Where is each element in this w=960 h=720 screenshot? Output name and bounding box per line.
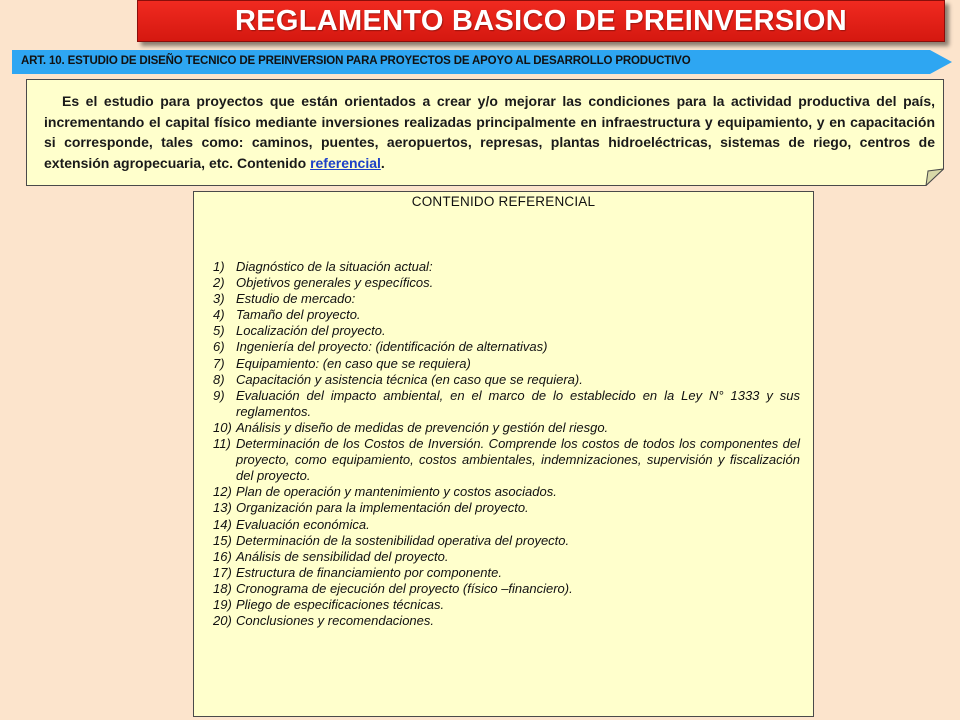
list-item-number: 1) (213, 259, 225, 274)
list-item-text: Análisis y diseño de medidas de prevención y gestión del riesgo. (236, 419, 609, 435)
list-item-text: Determinación de los Costos de Inversión. Comprende los costos de todos los componentes del proyecto, como equipamiento, costos ambientales, indemnizaciones, supervisión y fiscalización del proyecto. (236, 436, 800, 484)
list-item-text: Organización para la implementación del proyecto. (236, 500, 529, 516)
content-list-item (213, 259, 800, 275)
content-list-item (213, 339, 800, 355)
list-item-number: 20) (213, 613, 232, 629)
content-list-item (213, 565, 800, 581)
list-item-text: Evaluación económica. (236, 516, 370, 532)
content-list-item (213, 323, 800, 339)
list-item-text: Análisis de sensibilidad del proyecto. (236, 548, 449, 564)
list-item-number: 14) (213, 516, 232, 532)
list-item-number: 16) (213, 548, 232, 564)
list-item-number: 19) (213, 596, 232, 612)
list-item-text: Estudio de mercado: (236, 291, 356, 307)
list-item-number: 8) (213, 371, 225, 387)
article-heading: ART. 10. ESTUDIO DE DISEÑO TECNICO DE PREINVERSION PARA PROYECTOS DE APOYO AL DESARROLLO PRODUCTIVO (21, 55, 691, 67)
content-list-item (213, 307, 800, 323)
content-list-item (213, 356, 800, 372)
content-list-item (213, 549, 800, 565)
content-list-item (213, 372, 800, 388)
content-list-item (213, 533, 800, 549)
intro-body: Es el estudio para proyectos que están orientados a crear y/o mejorar las condiciones para la actividad productiva del país, incrementando el capital físico mediante inversiones realizadas principalmente en infraestructura y equipamiento, y en capacitación si corresponde, tales como: caminos, puentes, aeropuertos, represas, plantas hidroeléctricas, sistemas de riego, centros de extensión agropecuaria, etc. Contenido (44, 93, 935, 171)
referencial-link[interactable]: referencial (310, 154, 381, 171)
list-item-number: 18) (213, 580, 232, 596)
list-item-text: Evaluación del impacto ambiental, en el marco de lo establecido en la Ley N° 1333 y sus reglamentos. (236, 387, 800, 419)
content-list-item (213, 484, 800, 500)
list-item-text: Equipamiento: (en caso que se requiera) (236, 355, 471, 371)
content-list-item (213, 275, 800, 291)
list-item-number: 15) (213, 532, 232, 548)
content-list-item (213, 388, 800, 420)
list-item-number: 11) (213, 436, 231, 452)
content-title: CONTENIDO REFERENCIAL (411, 194, 596, 209)
list-item-text: Tamaño del proyecto. (236, 307, 361, 323)
list-item-number: 6) (213, 339, 225, 355)
list-item-number: 7) (213, 355, 225, 371)
content-list-item (213, 291, 800, 307)
content-list-item (213, 597, 800, 613)
list-item-number: 3) (213, 291, 225, 307)
list-item-text: Determinación de la sostenibilidad operativa del proyecto. (236, 532, 570, 548)
intro-end-punct: . (380, 154, 385, 171)
article-heading-banner (12, 50, 952, 74)
list-item-number: 13) (213, 500, 232, 516)
list-item-text: Diagnóstico de la situación actual: (236, 259, 433, 274)
content-list (213, 259, 800, 629)
intro-note-box (26, 79, 944, 186)
content-list-item (213, 420, 800, 436)
list-item-text: Conclusiones y recomendaciones. (236, 613, 434, 629)
intro-paragraph (44, 91, 935, 173)
list-item-text: Plan de operación y mantenimiento y costos asociados. (236, 484, 557, 500)
content-list-item (213, 613, 800, 629)
list-item-number: 12) (213, 484, 232, 500)
list-item-number: 4) (213, 307, 225, 323)
list-item-number: 17) (213, 564, 232, 580)
page-title: REGLAMENTO BASICO DE PREINVERSION (235, 4, 847, 37)
content-list-item (213, 436, 800, 484)
content-list-item (213, 517, 800, 533)
list-item-text: Cronograma de ejecución del proyecto (físico –financiero). (236, 580, 573, 596)
list-item-number: 2) (213, 275, 225, 291)
list-item-text: Objetivos generales y específicos. (236, 275, 434, 291)
list-item-text: Pliego de especificaciones técnicas. (236, 596, 445, 612)
title-banner (137, 0, 945, 42)
content-list-item (213, 581, 800, 597)
list-item-text: Localización del proyecto. (236, 323, 386, 339)
list-item-text: Capacitación y asistencia técnica (en caso que se requiera). (236, 371, 583, 387)
content-panel (193, 191, 814, 717)
list-item-text: Ingeniería del proyecto: (identificación de alternativas) (236, 339, 548, 355)
content-list-item (213, 500, 800, 516)
list-item-text: Estructura de financiamiento por componente. (236, 564, 502, 580)
list-item-number: 5) (213, 323, 225, 339)
list-item-number: 9) (213, 387, 225, 403)
list-item-number: 10) (213, 419, 232, 435)
